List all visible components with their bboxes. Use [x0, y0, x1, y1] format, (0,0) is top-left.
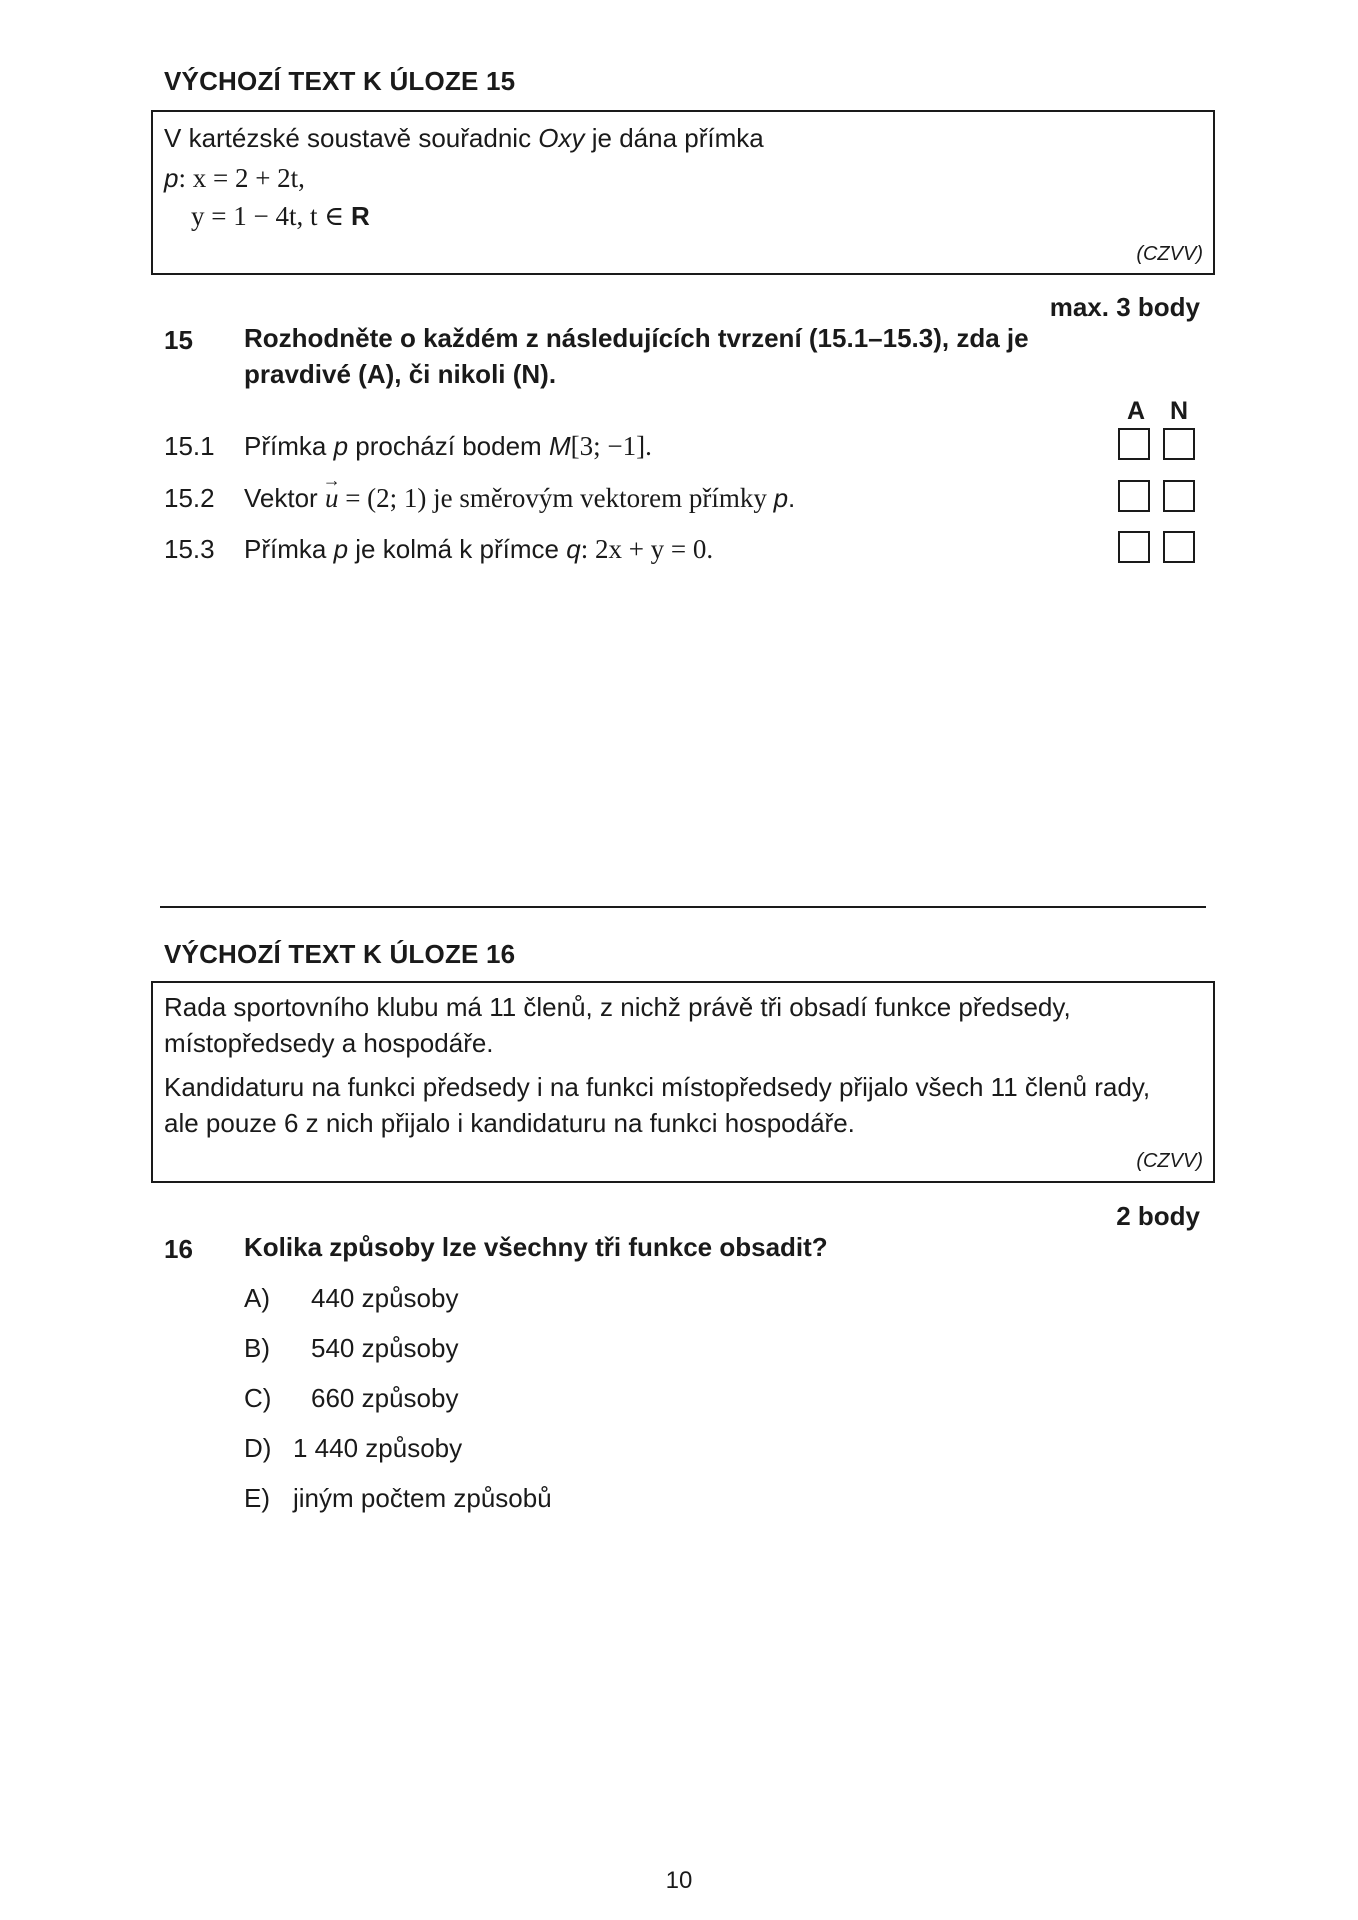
- task16-points: 2 body: [1116, 1201, 1200, 1231]
- task15-heading: VÝCHOZÍ TEXT K ÚLOZE 15: [164, 66, 516, 96]
- task16-box-line3: Kandidaturu na funkci předsedy i na funkci místopředsedy přijalo všech 11 členů rady,: [164, 1072, 1151, 1102]
- option-c-letter: C): [244, 1383, 272, 1413]
- option-c-text[interactable]: 660 způsoby: [311, 1383, 459, 1413]
- item-15-1-checkbox-n[interactable]: [1163, 428, 1195, 460]
- column-label-n: N: [1170, 397, 1189, 425]
- task15-question-line1: Rozhodněte o každém z následujících tvrzení (15.1–15.3), zda je: [244, 323, 1029, 353]
- option-b-letter: B): [244, 1333, 270, 1363]
- task15-equation-x: p: x = 2 + 2t,: [164, 163, 305, 193]
- task15-source-box: [151, 110, 1215, 275]
- option-d-text[interactable]: 1 440 způsoby: [293, 1433, 463, 1463]
- option-d-letter: D): [244, 1433, 272, 1463]
- task15-source: (CZVV): [1136, 243, 1203, 265]
- item-15-1-number: 15.1: [164, 431, 215, 461]
- task15-points: max. 3 body: [1049, 292, 1200, 322]
- section-divider: [160, 906, 1206, 908]
- item-15-3-number: 15.3: [164, 534, 215, 564]
- task16-source-box: [151, 981, 1215, 1183]
- task15-box-line1: V kartézské soustavě souřadnic Oxy je dána přímka: [164, 123, 764, 153]
- task16-box-line4: ale pouze 6 z nich přijalo i kandidaturu na funkci hospodáře.: [164, 1108, 855, 1138]
- task15-question-line2: pravdivé (A), či nikoli (N).: [244, 359, 557, 389]
- task16-number: 16: [164, 1234, 193, 1264]
- item-15-1-text: Přímka p prochází bodem M[3; −1].: [244, 431, 652, 461]
- vector-u: → u: [325, 480, 339, 516]
- option-e-text[interactable]: jiným počtem způsobů: [293, 1483, 552, 1513]
- option-a-text[interactable]: 440 způsoby: [311, 1283, 459, 1313]
- item-15-2-text: Vektor → u = (2; 1) je směrovým vektorem přímky p.: [244, 480, 795, 516]
- item-15-3-checkbox-a[interactable]: [1118, 531, 1150, 563]
- task15-equation-y: y = 1 − 4t, t ∈ R: [191, 201, 370, 231]
- item-15-3-checkbox-n[interactable]: [1163, 531, 1195, 563]
- item-15-2-checkbox-n[interactable]: [1163, 480, 1195, 512]
- item-15-2-number: 15.2: [164, 483, 215, 513]
- page-number: 10: [665, 1867, 693, 1894]
- option-e-letter: E): [244, 1483, 270, 1513]
- column-label-a: A: [1127, 397, 1146, 425]
- task16-question: Kolika způsoby lze všechny tři funkce obsadit?: [244, 1232, 828, 1262]
- task16-box-line2: místopředsedy a hospodáře.: [164, 1028, 494, 1058]
- option-a-letter: A): [244, 1283, 270, 1313]
- item-15-2-checkbox-a[interactable]: [1118, 480, 1150, 512]
- option-b-text[interactable]: 540 způsoby: [311, 1333, 459, 1363]
- item-15-1-checkbox-a[interactable]: [1118, 428, 1150, 460]
- task16-heading: VÝCHOZÍ TEXT K ÚLOZE 16: [164, 939, 516, 969]
- task15-number: 15: [164, 325, 193, 355]
- task16-box-line1: Rada sportovního klubu má 11 členů, z nichž právě tři obsadí funkce předsedy,: [164, 992, 1071, 1022]
- item-15-3-text: Přímka p je kolmá k přímce q: 2x + y = 0.: [244, 534, 714, 564]
- task16-source: (CZVV): [1136, 1150, 1203, 1172]
